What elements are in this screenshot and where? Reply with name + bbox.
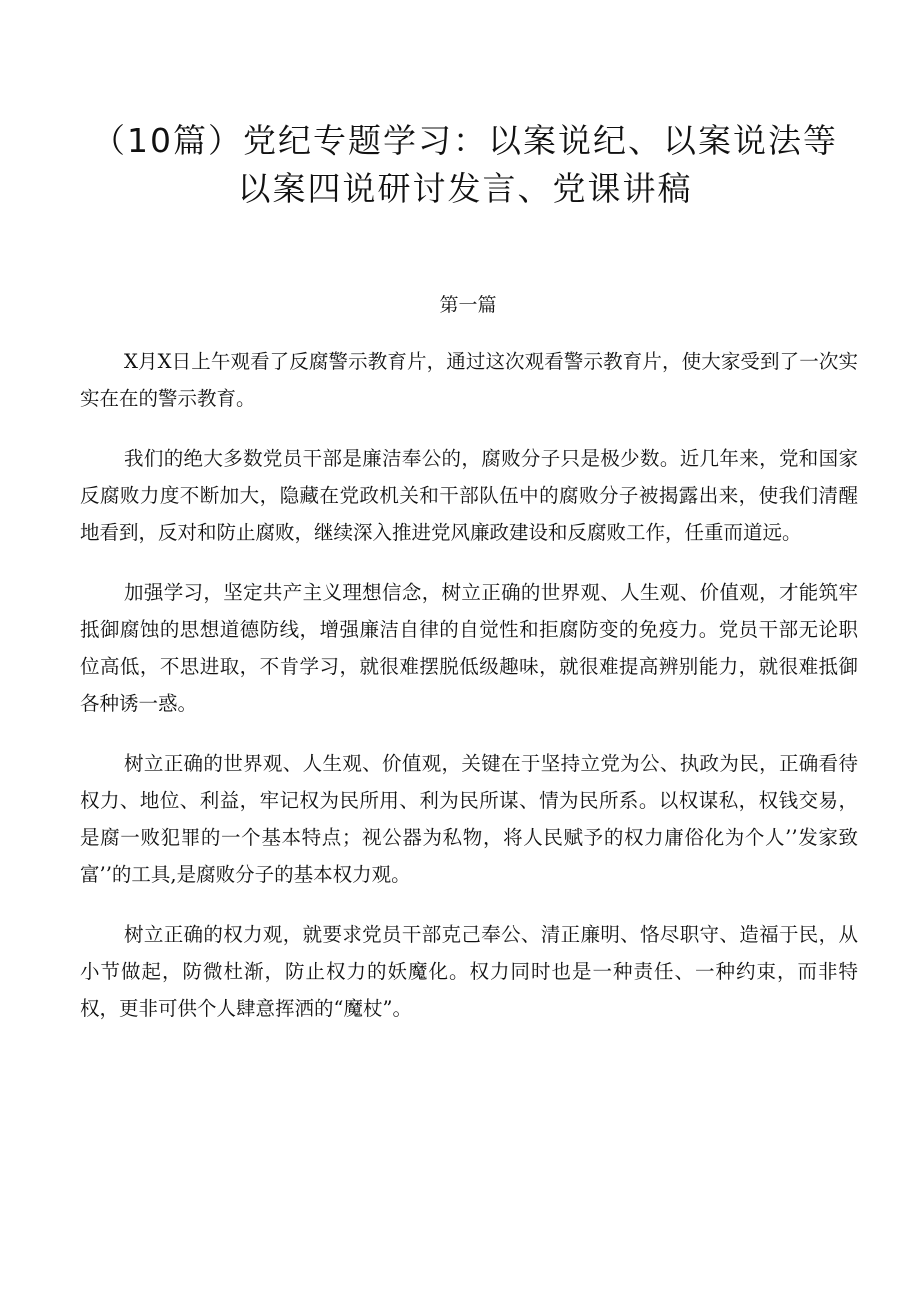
document-title: （10篇）党纪专题学习：以案说纪、以案说法等以案四说研讨发言、党课讲稿 (92, 121, 838, 208)
section-heading: 第一篇 (439, 294, 497, 316)
paragraph-3: 加强学习，坚定共产主义理想信念，树立正确的世界观、人生观、价值观，才能筑牢抵御腐蚀的思想道德防线，增强廉洁自律的自觉性和拒腐防变的免疫力。党员干部无论职位高低，不思进取，不肯学习，就很难摆脱低级趣味，就很难提高辨别能力，就很难抵御各种诱一惑。 (80, 581, 858, 715)
document-body (80, 343, 858, 1050)
paragraph-1: X月X日上午观看了反腐警示教育片，通过这次观看警示教育片，使大家受到了一次实实在在的警示教育。 (80, 350, 858, 410)
paragraph-4: 树立正确的世界观、人生观、价值观，关键在于坚持立党为公、执政为民，正确看待权力、地位、利益，牢记权为民所用、利为民所谋、情为民所系。以权谋私，权钱交易，是腐一败犯罪的一个基本特点；视公器为私物，将人民赋予的权力庸俗化为个人’’发家致富’’的工具,是腐败分子的基本权力观。 (80, 752, 858, 886)
paragraph-5: 树立正确的权力观，就要求党员干部克己奉公、清正廉明、恪尽职守、造福于民，从小节做起，防微杜渐，防止权力的妖魔化。权力同时也是一种责任、一种约束，而非特权，更非可供个人肆意挥洒的“魔杖”。 (80, 923, 858, 1020)
paragraph-2: 我们的绝大多数党员干部是廉洁奉公的，腐败分子只是极少数。近几年来，党和国家反腐败力度不断加大，隐藏在党政机关和干部队伍中的腐败分子被揭露出来，使我们清醒地看到，反对和防止腐败，继续深入推进党风廉政建设和反腐败工作，任重而道远。 (80, 447, 858, 544)
